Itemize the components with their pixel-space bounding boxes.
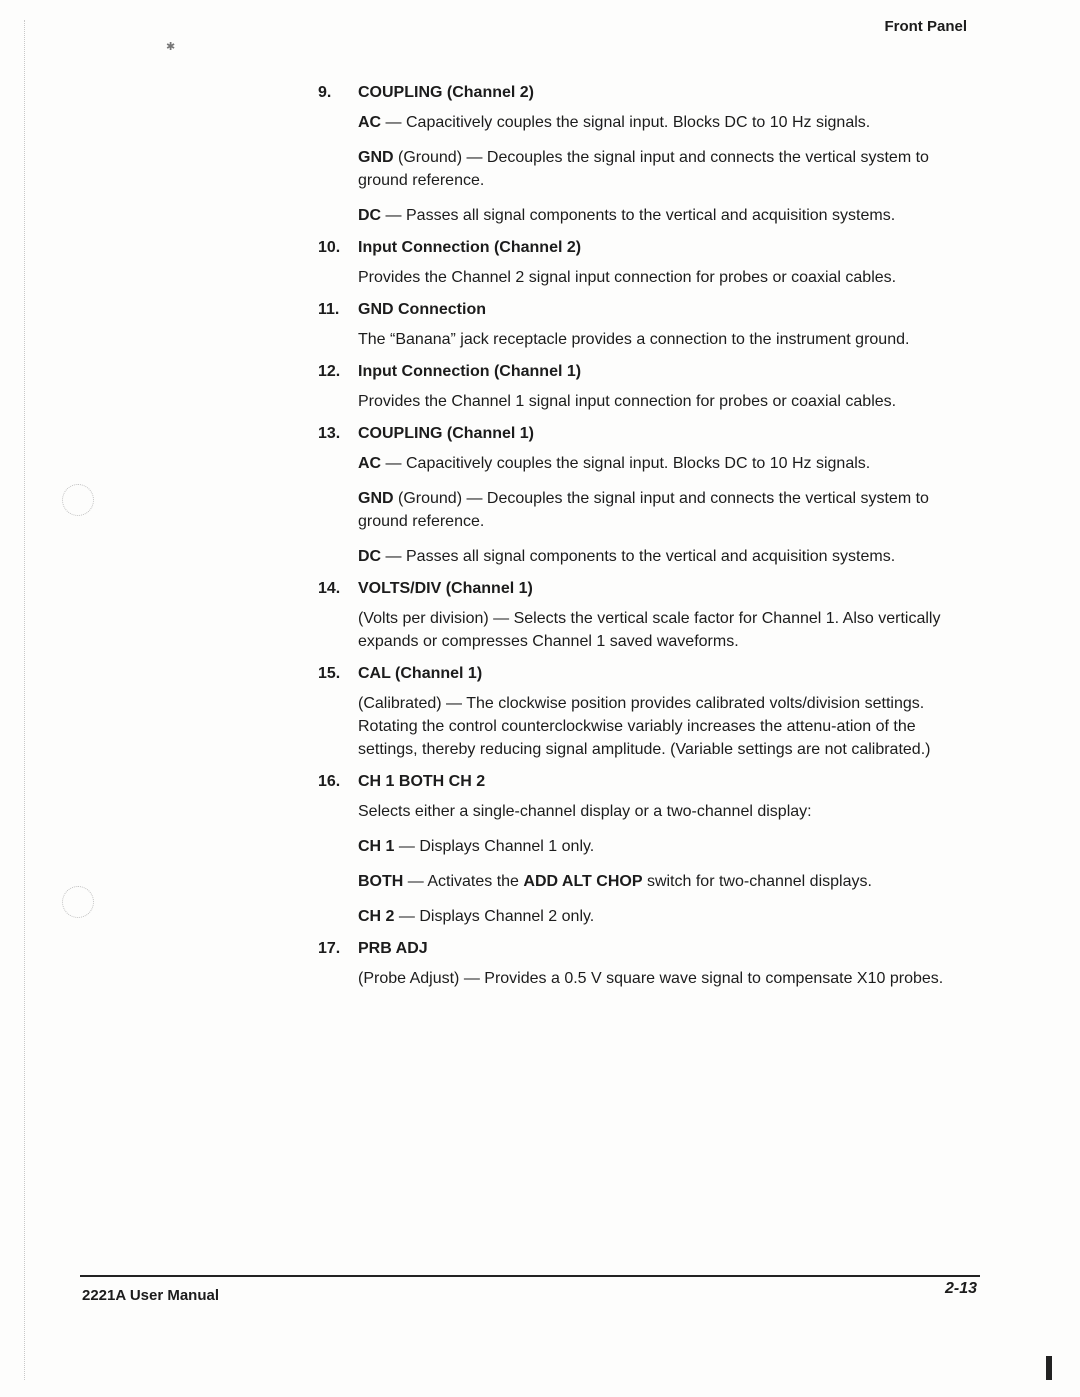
setting-term: AC	[358, 455, 382, 472]
list-item	[318, 665, 978, 761]
item-paragraph	[358, 692, 978, 761]
binder-hole-top	[62, 484, 94, 516]
item-heading	[318, 773, 978, 791]
setting-term: CH 2	[358, 908, 395, 925]
paragraph-text-tail: switch for two-channel displays.	[642, 873, 872, 890]
item-body	[358, 266, 978, 289]
item-body	[358, 390, 978, 413]
item-title: COUPLING (Channel 1)	[358, 425, 535, 442]
paragraph-text: Selects either a single-channel display or a two-channel display:	[358, 803, 812, 820]
item-paragraph	[358, 835, 978, 858]
paragraph-text: — Capacitively couples the signal input. Blocks DC to 10 Hz signals.	[381, 455, 871, 472]
item-title: COUPLING (Channel 2)	[358, 84, 535, 101]
item-paragraph	[358, 266, 978, 289]
paragraph-text: (Ground) — Decouples the signal input and connects the vertical system to ground reference.	[358, 490, 929, 530]
paragraph-text: (Volts per division) — Selects the vertical scale factor for Channel 1. Also vertically expands or compresses Channel 1 saved waveforms.	[358, 610, 941, 650]
item-title: Input Connection (Channel 2)	[358, 239, 582, 256]
item-paragraph	[358, 452, 978, 475]
item-body	[358, 692, 978, 761]
page-number: 2-13	[944, 1280, 977, 1297]
list-item	[318, 940, 978, 990]
item-paragraph	[358, 800, 978, 823]
item-number: 11.	[318, 301, 340, 318]
item-number: 12.	[318, 363, 341, 380]
item-heading	[318, 84, 978, 102]
footer-manual-title: 2221A User Manual	[82, 1287, 220, 1304]
item-title: CAL (Channel 1)	[358, 665, 483, 682]
setting-term: DC	[358, 207, 382, 224]
item-paragraph	[358, 111, 978, 134]
setting-term: GND	[358, 490, 394, 507]
list-item	[318, 425, 978, 568]
paragraph-text: — Capacitively couples the signal input. Blocks DC to 10 Hz signals.	[381, 114, 871, 131]
item-heading	[318, 425, 978, 443]
item-heading	[318, 363, 978, 381]
paragraph-text: The “Banana” jack receptacle provides a connection to the instrument ground.	[358, 331, 910, 348]
setting-term: AC	[358, 114, 382, 131]
scan-corner-mark	[1046, 1356, 1052, 1380]
item-body	[358, 328, 978, 351]
running-header: Front Panel	[884, 18, 967, 35]
item-title: PRB ADJ	[358, 940, 428, 957]
item-paragraph	[358, 967, 978, 990]
paragraph-text: — Passes all signal components to the vertical and acquisition systems.	[381, 548, 896, 565]
list-item	[318, 84, 978, 227]
paragraph-text: Provides the Channel 1 signal input connection for probes or coaxial cables.	[358, 393, 897, 410]
item-heading	[318, 665, 978, 683]
item-number: 9.	[318, 84, 332, 101]
item-title: GND Connection	[358, 301, 486, 318]
item-paragraph	[358, 607, 978, 653]
item-body	[358, 607, 978, 653]
paragraph-text: — Displays Channel 1 only.	[394, 838, 595, 855]
setting-term: GND	[358, 149, 394, 166]
setting-term: DC	[358, 548, 382, 565]
item-paragraph	[358, 204, 978, 227]
paragraph-text: — Displays Channel 2 only.	[394, 908, 595, 925]
item-body	[358, 967, 978, 990]
paragraph-text: — Activates the	[403, 873, 524, 890]
item-paragraph	[358, 545, 978, 568]
list-item	[318, 363, 978, 413]
item-paragraph	[358, 328, 978, 351]
item-number: 10.	[318, 239, 341, 256]
item-number: 14.	[318, 580, 341, 597]
item-title: CH 1 BOTH CH 2	[358, 773, 486, 790]
item-body	[358, 111, 978, 227]
list-item	[318, 580, 978, 653]
scan-edge-line	[24, 20, 25, 1380]
item-number: 16.	[318, 773, 341, 790]
item-paragraph	[358, 146, 978, 192]
list-item	[318, 773, 978, 928]
paragraph-text: (Calibrated) — The clockwise position provides calibrated volts/division settings. Rotating the control counterclockwise variably increases the attenu-ation of the settings, thereby reducing signal amplitude. (Variable settings are not calibrated.)	[358, 695, 931, 758]
item-list	[318, 84, 978, 1002]
item-number: 15.	[318, 665, 341, 682]
item-paragraph	[358, 905, 978, 928]
scan-speck: ✱	[166, 41, 176, 53]
item-heading	[318, 940, 978, 958]
setting-term: CH 1	[358, 838, 395, 855]
item-number: 13.	[318, 425, 341, 442]
switch-name: ADD ALT CHOP	[523, 873, 643, 890]
binder-hole-bottom	[62, 886, 94, 918]
paragraph-text: Provides the Channel 2 signal input connection for probes or coaxial cables.	[358, 269, 897, 286]
paragraph-text: (Probe Adjust) — Provides a 0.5 V square wave signal to compensate X10 probes.	[358, 970, 944, 987]
paragraph-text: (Ground) — Decouples the signal input and connects the vertical system to ground reference.	[358, 149, 929, 189]
item-body	[358, 800, 978, 928]
list-item	[318, 239, 978, 289]
item-paragraph	[358, 487, 978, 533]
item-paragraph	[358, 390, 978, 413]
setting-term: BOTH	[358, 873, 404, 890]
item-heading	[318, 239, 978, 257]
item-title: Input Connection (Channel 1)	[358, 363, 582, 380]
paragraph-text: — Passes all signal components to the vertical and acquisition systems.	[381, 207, 896, 224]
item-paragraph	[358, 870, 978, 893]
footer-rule	[80, 1275, 980, 1277]
list-item	[318, 301, 978, 351]
item-heading	[318, 580, 978, 598]
item-title: VOLTS/DIV (Channel 1)	[358, 580, 533, 597]
item-body	[358, 452, 978, 568]
item-number: 17.	[318, 940, 341, 957]
item-heading	[318, 301, 978, 319]
